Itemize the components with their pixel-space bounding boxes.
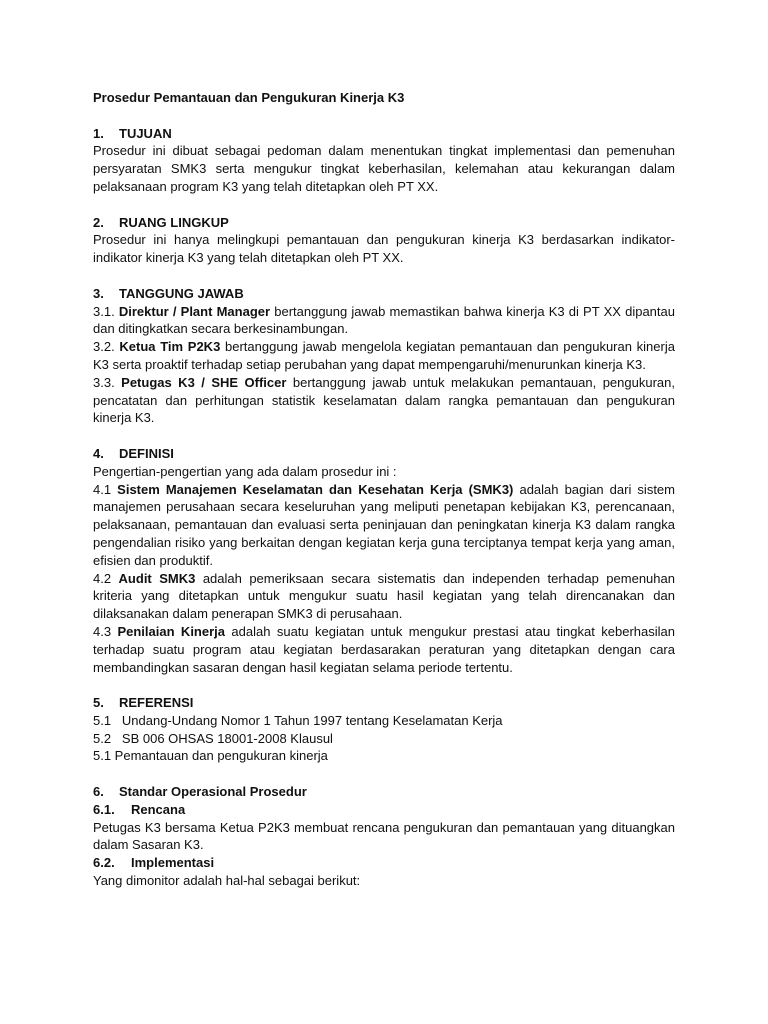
section-title: TANGGUNG JAWAB	[119, 285, 244, 301]
section-body: Prosedur ini dibuat sebagai pedoman dalam menentukan tingkat implementasi dan pemenuhan persyaratan SMK3 serta mengukur tingkat keberhasilan, kelemahan atau kekurangan dalam pelaksanaan program K3 yang telah ditetapkan oleh PT XX.	[93, 143, 675, 194]
section-tanggung-jawab	[93, 285, 675, 427]
item-term: Ketua Tim P2K3	[119, 339, 221, 355]
subsection-heading-implementasi	[93, 854, 675, 872]
item-text: bertanggung jawab mengelola kegiatan pemantauan dan pengukuran kinerja K3 serta proaktif terhadap setiap perubahan yang dapat mempengaruhi/menurunkan kinerja K3.	[93, 339, 675, 372]
subsection-heading-rencana	[93, 801, 675, 819]
section-definisi	[93, 445, 675, 676]
definition-item	[93, 623, 675, 676]
reference-item: 5.1 Pemantauan dan pengukuran kinerja	[93, 748, 328, 764]
section-number: 3.	[93, 285, 104, 301]
section-number: 2.	[93, 214, 104, 230]
responsibility-item	[93, 338, 675, 374]
item-term: Penilaian Kinerja	[117, 623, 226, 639]
subsection-body: Petugas K3 bersama Ketua P2K3 membuat rencana pengukuran dan pemantauan yang dituangkan dalam Sasaran K3.	[93, 819, 675, 853]
section-heading	[93, 783, 675, 801]
item-number: 4.2	[93, 570, 112, 586]
section-heading	[93, 694, 675, 712]
item-term: Sistem Manajemen Keselamatan dan Kesehatan Kerja (SMK3)	[117, 481, 514, 497]
item-term: Petugas K3 / SHE Officer	[121, 374, 287, 390]
section-title: RUANG LINGKUP	[119, 214, 229, 230]
section-heading	[93, 125, 675, 143]
item-number: 3.1.	[93, 303, 115, 319]
document-content	[93, 89, 675, 890]
responsibility-item	[93, 303, 675, 339]
section-referensi	[93, 694, 675, 765]
section-ruang-lingkup	[93, 214, 675, 267]
subsection-number: 6.1.	[93, 801, 115, 817]
item-text: adalah bagian dari sistem manajemen perusahaan secara keseluruhan yang meliputi penetapan kebijakan K3, perencanaan, pelaksanaan, pemantauan dan evaluasi serta peninjauan dan peningkatan kinerja K3 dalam rangka pengendalian risiko yang berkaitan dengan kegiatan kerja guna terciptanya tempat kerja yang aman, efisien dan produktif.	[93, 481, 675, 568]
subsection-body: Yang dimonitor adalah hal-hal sebagai berikut:	[93, 873, 361, 889]
responsibility-item	[93, 374, 675, 427]
subsection-title: Rencana	[131, 801, 186, 817]
subsection-number: 6.2.	[93, 855, 115, 871]
item-term: Audit SMK3	[118, 570, 196, 586]
item-text: adalah pemeriksaan secara sistematis dan independen terhadap pemenuhan kriteria yang ditetapkan untuk mengukur suatu hasil kegiatan yang telah direncanakan dan dilaksanakan dalam penerapan SMK3 di perusahaan.	[93, 570, 675, 622]
item-term: Direktur / Plant Manager	[118, 303, 271, 319]
section-title: DEFINISI	[119, 445, 174, 461]
item-number: 4.3	[93, 623, 112, 639]
section-title: TUJUAN	[119, 125, 172, 141]
section-title: REFERENSI	[119, 695, 194, 711]
item-text: adalah suatu kegiatan untuk mengukur prestasi atau tingkat keberhasilan terhadap suatu program atau kegiatan berdasarakan peraturan yang ditetapkan dengan cara membandingkan sasaran dengan hasil kegiatan selama periode tertentu.	[93, 623, 675, 675]
document-title: Prosedur Pemantauan dan Pengukuran Kinerja K3	[93, 90, 405, 105]
section-number: 6.	[93, 784, 104, 800]
section-tujuan	[93, 125, 675, 196]
item-text: bertanggung jawab untuk melakukan pemantauan, pengukuran, pencatatan dan perhitungan statistik keselamatan dalam rangka pemantauan dan pengukuran kinerja K3.	[93, 374, 675, 426]
item-number: 4.1	[93, 481, 112, 497]
reference-item: 5.1 Undang-Undang Nomor 1 Tahun 1997 tentang Keselamatan Kerja	[93, 712, 503, 728]
section-heading	[93, 445, 675, 463]
definition-item	[93, 570, 675, 623]
definition-item	[93, 481, 675, 570]
item-number: 3.3.	[93, 374, 115, 390]
subsection-title: Implementasi	[131, 855, 215, 871]
item-text: bertanggung jawab memastikan bahwa kinerja K3 di PT XX dipantau dan ditingkatkan secara berkesinambungan.	[93, 303, 675, 337]
section-body: Prosedur ini hanya melingkupi pemantauan dan pengukuran kinerja K3 berdasarkan indikator-indikator kinerja K3 yang telah ditetapkan oleh PT XX.	[93, 232, 675, 266]
item-number: 3.2.	[93, 339, 115, 355]
section-number: 5.	[93, 695, 104, 711]
section-sop	[93, 783, 675, 890]
section-number: 1.	[93, 125, 104, 141]
section-title: Standar Operasional Prosedur	[119, 784, 307, 800]
section-number: 4.	[93, 445, 104, 461]
reference-item: 5.2 SB 006 OHSAS 18001-2008 Klausul	[93, 730, 333, 746]
section-intro: Pengertian-pengertian yang ada dalam prosedur ini :	[93, 463, 397, 479]
section-heading	[93, 214, 675, 232]
section-heading	[93, 285, 675, 303]
